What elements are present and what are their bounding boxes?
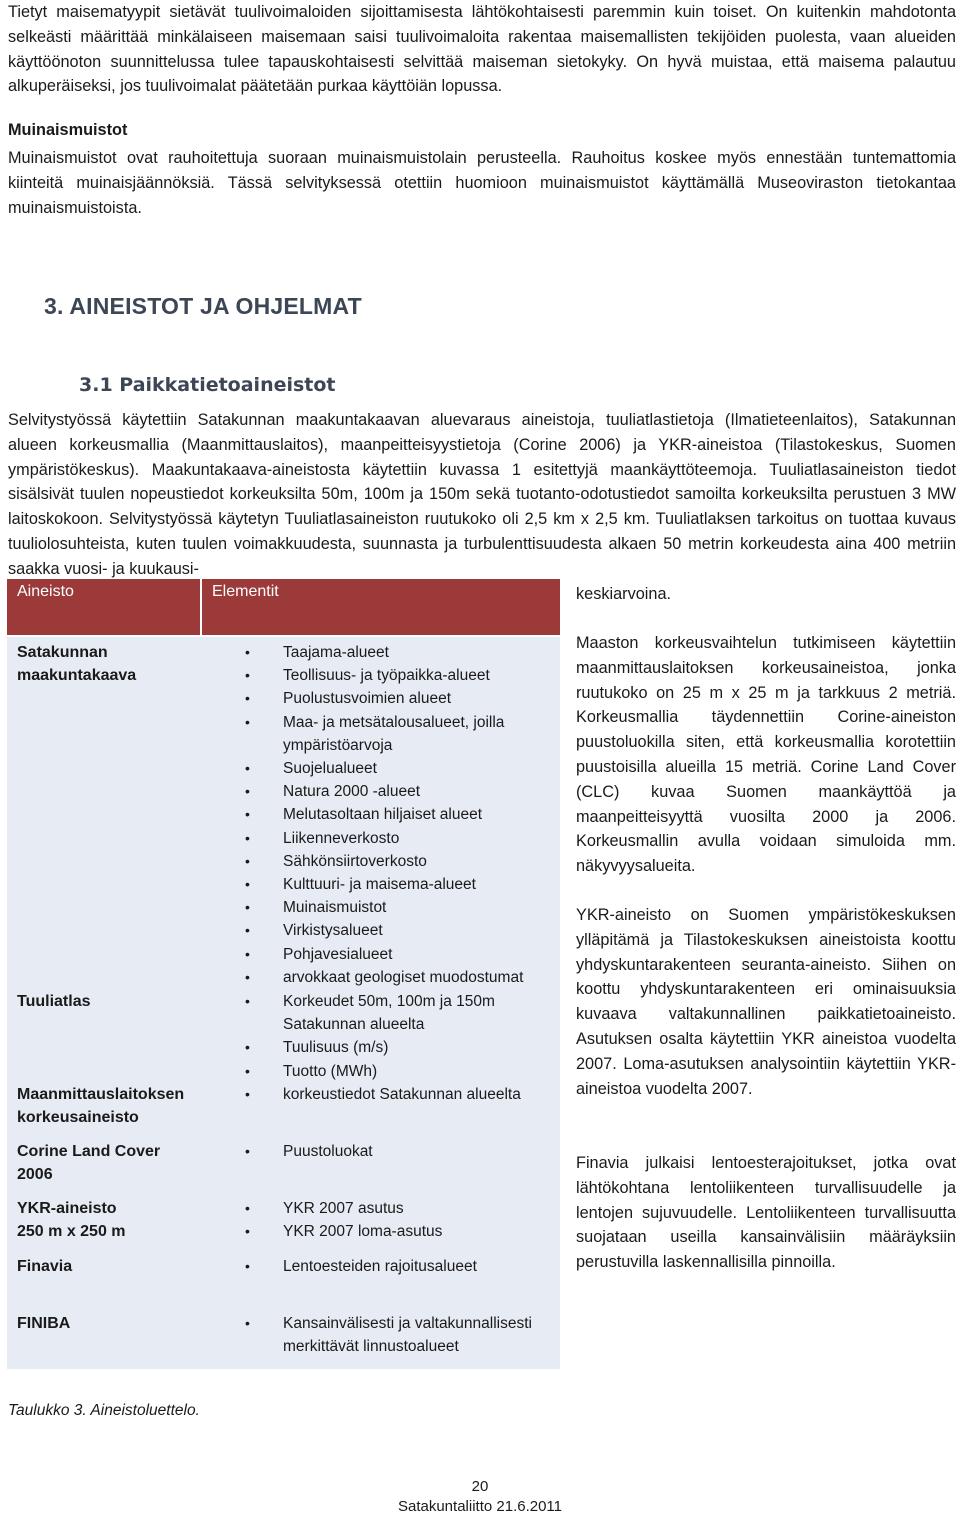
page-number: 20 xyxy=(471,1478,489,1495)
list-item: • Virkistysalueet xyxy=(229,919,559,942)
table-header-aineisto: Aineisto xyxy=(7,579,200,635)
table-row-name: Corine Land Cover 2006 xyxy=(17,1143,161,1183)
list-item: • Lentoesteiden rajoitusalueet xyxy=(229,1255,559,1278)
list-item: • arvokkaat geologiset muodostumat xyxy=(229,966,559,989)
table-row-items xyxy=(229,1140,559,1163)
table-row-items xyxy=(229,1312,559,1358)
list-item: • Puustoluokat xyxy=(229,1140,559,1163)
table-row-items xyxy=(229,1255,559,1278)
muinaismuistot-text: Muinaismuistot ovat rauhoitettuja suoraan muinaismuistolain perusteella. Rauhoitus koskee myös ennestään tuntemattomia kiinteitä muinaisjäännöksiä. Tässä selvityksessä otettiin huomioon muinaismuistot käyttämällä Museoviraston tietokantaa muinaismuistoista. xyxy=(8,149,956,217)
list-item: • Korkeudet 50m, 100m ja 150m Satakunnan alueelta xyxy=(229,990,559,1036)
section-body-end: keskiarvoina. xyxy=(576,585,672,603)
list-item: • YKR 2007 asutus xyxy=(229,1197,559,1220)
list-item: • Muinaismuistot xyxy=(229,896,559,919)
muinaismuistot-heading: Muinaismuistot xyxy=(8,121,128,139)
table-row-name: FINIBA xyxy=(17,1315,71,1332)
table-row-name: Tuuliatlas xyxy=(17,993,91,1010)
list-item: • Maa- ja metsätalousalueet, joilla ympäristöarvoja xyxy=(229,711,559,757)
list-item: • YKR 2007 loma-asutus xyxy=(229,1220,559,1243)
side-paragraph-ykr: YKR-aineisto on Suomen ympäristökeskuksen ylläpitämä ja Tilastokeskuksen aineistoista koottu yhdyskuntarakenteen seuranta-aineisto. Siihen on koottu yhdyskuntarakenteen eri ominaisuuksia kuvaava valtakunnallinen paikkatietoaineisto. Asutuksen osalta käytettiin YKR aineistoa vuodelta 2007. Loma-asutuksen analysointiin käytettiin YKR-aineistoa vuodelta 2007. xyxy=(576,906,956,1098)
table-caption: Taulukko 3. Aineistoluettelo. xyxy=(8,1402,200,1419)
list-item: • Liikenneverkosto xyxy=(229,827,559,850)
table-row-name: YKR-aineisto 250 m x 250 m xyxy=(17,1200,126,1240)
list-item: • Kulttuuri- ja maisema-alueet xyxy=(229,873,559,896)
subsection-title: 3.1 Paikkatietoaineistot xyxy=(79,374,336,396)
table-row-name: Satakunnan maakuntakaava xyxy=(17,644,137,684)
aineisto-table xyxy=(7,579,560,1369)
side-paragraph-finavia: Finavia julkaisi lentoesterajoitukset, jotka ovat lähtökohtana lentoliikenteen turvallisuudelle ja lentojen sujuvuudelle. Lentoliikenteen turvallisuutta suojataan useilla kansainvälisiin määräyksiin perustuvilla laskennallisilla pinnoilla. xyxy=(576,1154,956,1272)
list-item: • Suojelualueet xyxy=(229,757,559,780)
section-body: Selvitystyössä käytettiin Satakunnan maakuntakaavan aluevaraus aineistoja, tuuliatlastietoja (Ilmatieteenlaitos), Satakunnan alueen korkeusmallia (Maanmittauslaitos), maanpeitteisyystietoja (Corine 2006) ja YKR-aineistoa (Tilastokeskus, Suomen ympäristökeskus). Maakuntakaava-aineistosta käytettiin kuvassa 1 esitettyjä maankäyttöteemoja. Tuuliatlasaineiston tiedot sisälsivät tuulen nopeustiedot korkeuksilta 50m, 100m ja 150m sekä tuotanto-odotustiedot samoilta korkeuksilta perustuen 3 MW laitoskokoon. Selvitystyössä käytetyn Tuuliatlasaineiston ruutukoko oli 2,5 km x 2,5 km. Tuuliatlaksen tarkoitus on tuottaa kuvaus tuuliolosuhteista, kuten tuulen voimakkuudesta, suunnasta ja turbulenttisuudesta alkaen 50 metrin korkeudesta aina 400 metriin saakka vuosi- ja kuukausi- xyxy=(8,411,956,578)
list-item: • Teollisuus- ja työpaikka-alueet xyxy=(229,664,559,687)
table-row-name: Finavia xyxy=(17,1258,73,1275)
list-item: • Kansainvälisesti ja valtakunnallisesti merkittävät linnustoalueet xyxy=(229,1312,559,1358)
footer-org-date: Satakuntaliitto 21.6.2011 xyxy=(397,1498,562,1515)
list-item: • Tuotto (MWh) xyxy=(229,1060,559,1083)
list-item: • Melutasoltaan hiljaiset alueet xyxy=(229,803,559,826)
list-item: • Tuulisuus (m/s) xyxy=(229,1036,559,1059)
table-header-elementit: Elementit xyxy=(202,579,560,635)
list-item: • Taajama-alueet xyxy=(229,641,559,664)
side-paragraph-korkeus: Maaston korkeusvaihtelun tutkimiseen käytettiin maanmittauslaitoksen korkeusaineistoa, jonka ruutukoko on 25 m x 25 m ja tarkkuus 2 metriä. Korkeusmallia täydennettiin Corine-aineiston puustoluokilla siten, että korkeusmallia korotettiin puustoisilla alueilla 15 metriä. Corine Land Cover (CLC) kuvaa Suomen maankäyttöä ja maanpeitteisyyttä vuosilta 2000 ja 2006. Korkeusmallin avulla voidaan simuloida mm. näkyvyysalueita. xyxy=(576,634,956,876)
table-row-name: Maanmittauslaitoksen korkeusaineisto xyxy=(17,1086,185,1126)
table-row-items xyxy=(229,1083,559,1106)
list-item: • Natura 2000 -alueet xyxy=(229,780,559,803)
list-item: • Puolustusvoimien alueet xyxy=(229,687,559,710)
section-title: 3. AINEISTOT JA OHJELMAT xyxy=(44,293,362,319)
table-row-items xyxy=(229,1197,559,1243)
table-row-items xyxy=(229,641,559,989)
list-item: • Sähkönsiirtoverkosto xyxy=(229,850,559,873)
intro-paragraph: Tietyt maisematyypit sietävät tuulivoimaloiden sijoittamisesta lähtökohtaisesti paremmin kuin toiset. On kuitenkin mahdotonta selkeästi määrittää minkälaiseen maisemaan saisi tuulivoimaloita rakentaa maisemallisten tekijöiden puolesta, vaan alueiden käyttöönoton suunnittelussa tulee tapauskohtaisesti selvittää maiseman sietokyky. On hyvä muistaa, että maisema palautuu alkuperäiseksi, jos tuulivoimalat päätetään purkaa käyttöiän lopussa. xyxy=(8,3,956,96)
list-item: • korkeustiedot Satakunnan alueelta xyxy=(229,1083,559,1106)
table-row-items xyxy=(229,990,559,1083)
list-item: • Pohjavesialueet xyxy=(229,943,559,966)
